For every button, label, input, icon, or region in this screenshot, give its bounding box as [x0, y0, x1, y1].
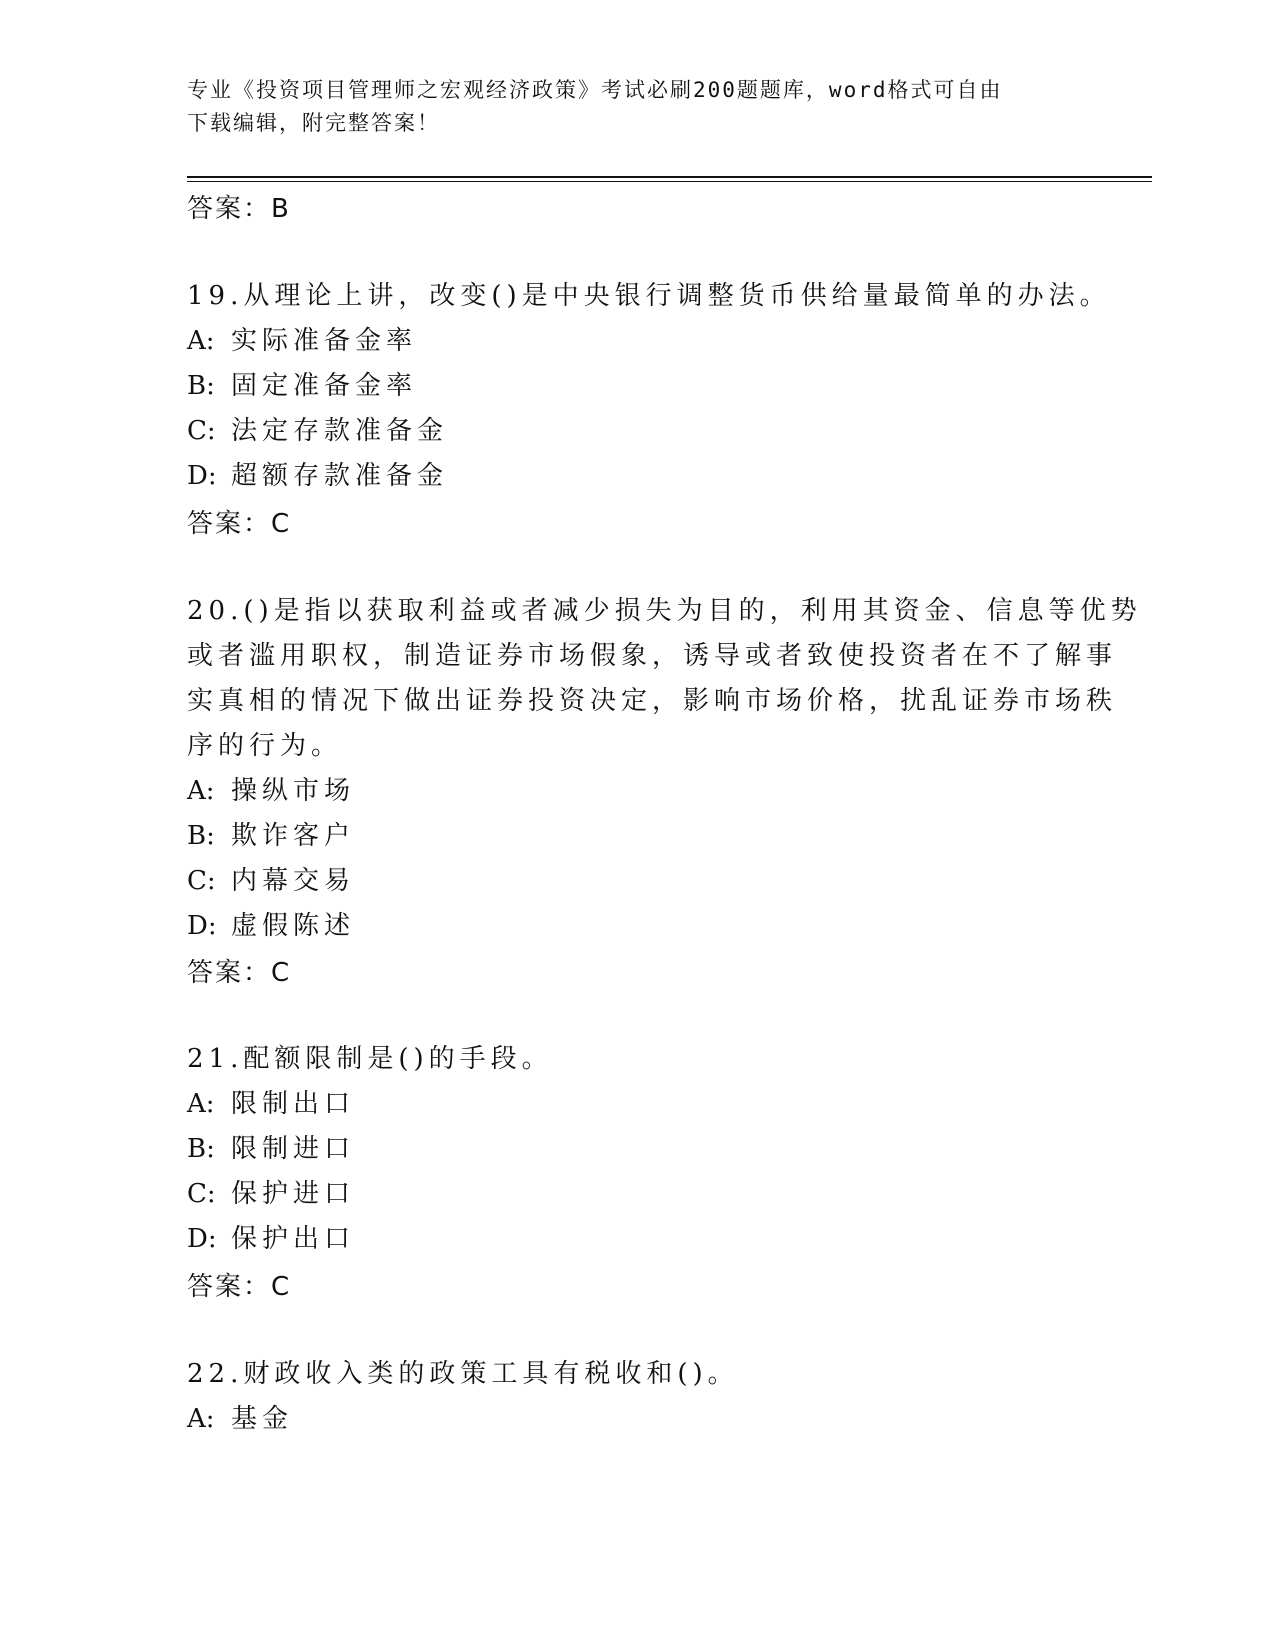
option-key: D: — [187, 461, 217, 491]
option-text: 超额存款准备金 — [231, 461, 449, 491]
option-text: 基金 — [231, 1404, 294, 1434]
question-20-stem-line-2: 或者滥用职权，制造证券市场假象，诱导或者致使投资者在不了解事 — [187, 641, 1118, 671]
question-20-option-a — [187, 775, 355, 807]
option-key: A: — [187, 326, 215, 356]
option-key: D: — [187, 1224, 217, 1254]
question-21-option-c — [187, 1178, 355, 1210]
question-19-option-a — [187, 325, 417, 357]
question-20-stem-line-3: 实真相的情况下做出证券投资决定，影响市场价格，扰乱证券市场秩 — [187, 686, 1118, 716]
question-21-stem: 21.配额限制是()的手段。 — [187, 1044, 553, 1074]
question-20-option-d — [187, 910, 355, 942]
question-21-option-a — [187, 1088, 355, 1120]
option-key: A: — [187, 776, 215, 806]
option-text: 虚假陈述 — [231, 911, 356, 941]
question-22-stem: 22.财政收入类的政策工具有税收和()。 — [187, 1359, 739, 1389]
option-text: 固定准备金率 — [231, 371, 418, 401]
option-key: C: — [187, 416, 216, 446]
answer-q19: 答案：C — [187, 509, 292, 539]
header-divider-thin — [187, 181, 1152, 182]
question-20-option-c — [187, 865, 355, 897]
question-21-option-b — [187, 1133, 355, 1165]
question-22-option-a — [187, 1403, 293, 1435]
header-line-1: 专业《投资项目管理师之宏观经济政策》考试必刷200题题库，word格式可自由 — [187, 78, 1003, 102]
option-key: D: — [187, 911, 217, 941]
option-text: 实际准备金率 — [231, 326, 418, 356]
option-text: 保护出口 — [231, 1224, 356, 1254]
option-text: 保护进口 — [231, 1179, 356, 1209]
option-text: 限制出口 — [231, 1089, 356, 1119]
option-key: A: — [187, 1404, 215, 1434]
question-20-stem-line-1: 20.()是指以获取利益或者减少损失为目的，利用其资金、信息等优势 — [187, 596, 1142, 626]
question-19-option-c — [187, 415, 448, 447]
option-key: B: — [187, 371, 215, 401]
option-key: A: — [187, 1089, 215, 1119]
question-19-stem: 19.从理论上讲，改变()是中央银行调整货币供给量最简单的办法。 — [187, 281, 1111, 311]
answer-q18: 答案：B — [187, 194, 291, 224]
question-20-option-b — [187, 820, 355, 852]
header-line-2: 下载编辑，附完整答案！ — [187, 111, 440, 135]
option-text: 内幕交易 — [231, 866, 356, 896]
option-text: 限制进口 — [231, 1134, 356, 1164]
header-divider-thick — [187, 176, 1152, 178]
question-21-option-d — [187, 1223, 355, 1255]
question-19-option-d — [187, 460, 448, 492]
question-20-stem-line-4: 序的行为。 — [187, 731, 343, 761]
answer-q20: 答案：C — [187, 958, 292, 988]
question-19-option-b — [187, 370, 417, 402]
option-text: 欺诈客户 — [231, 821, 356, 851]
option-key: C: — [187, 1179, 216, 1209]
option-key: C: — [187, 866, 216, 896]
option-text: 法定存款准备金 — [231, 416, 449, 446]
option-key: B: — [187, 1134, 215, 1164]
document-header — [187, 74, 1067, 140]
answer-q21: 答案：C — [187, 1272, 292, 1302]
option-text: 操纵市场 — [231, 776, 356, 806]
option-key: B: — [187, 821, 215, 851]
